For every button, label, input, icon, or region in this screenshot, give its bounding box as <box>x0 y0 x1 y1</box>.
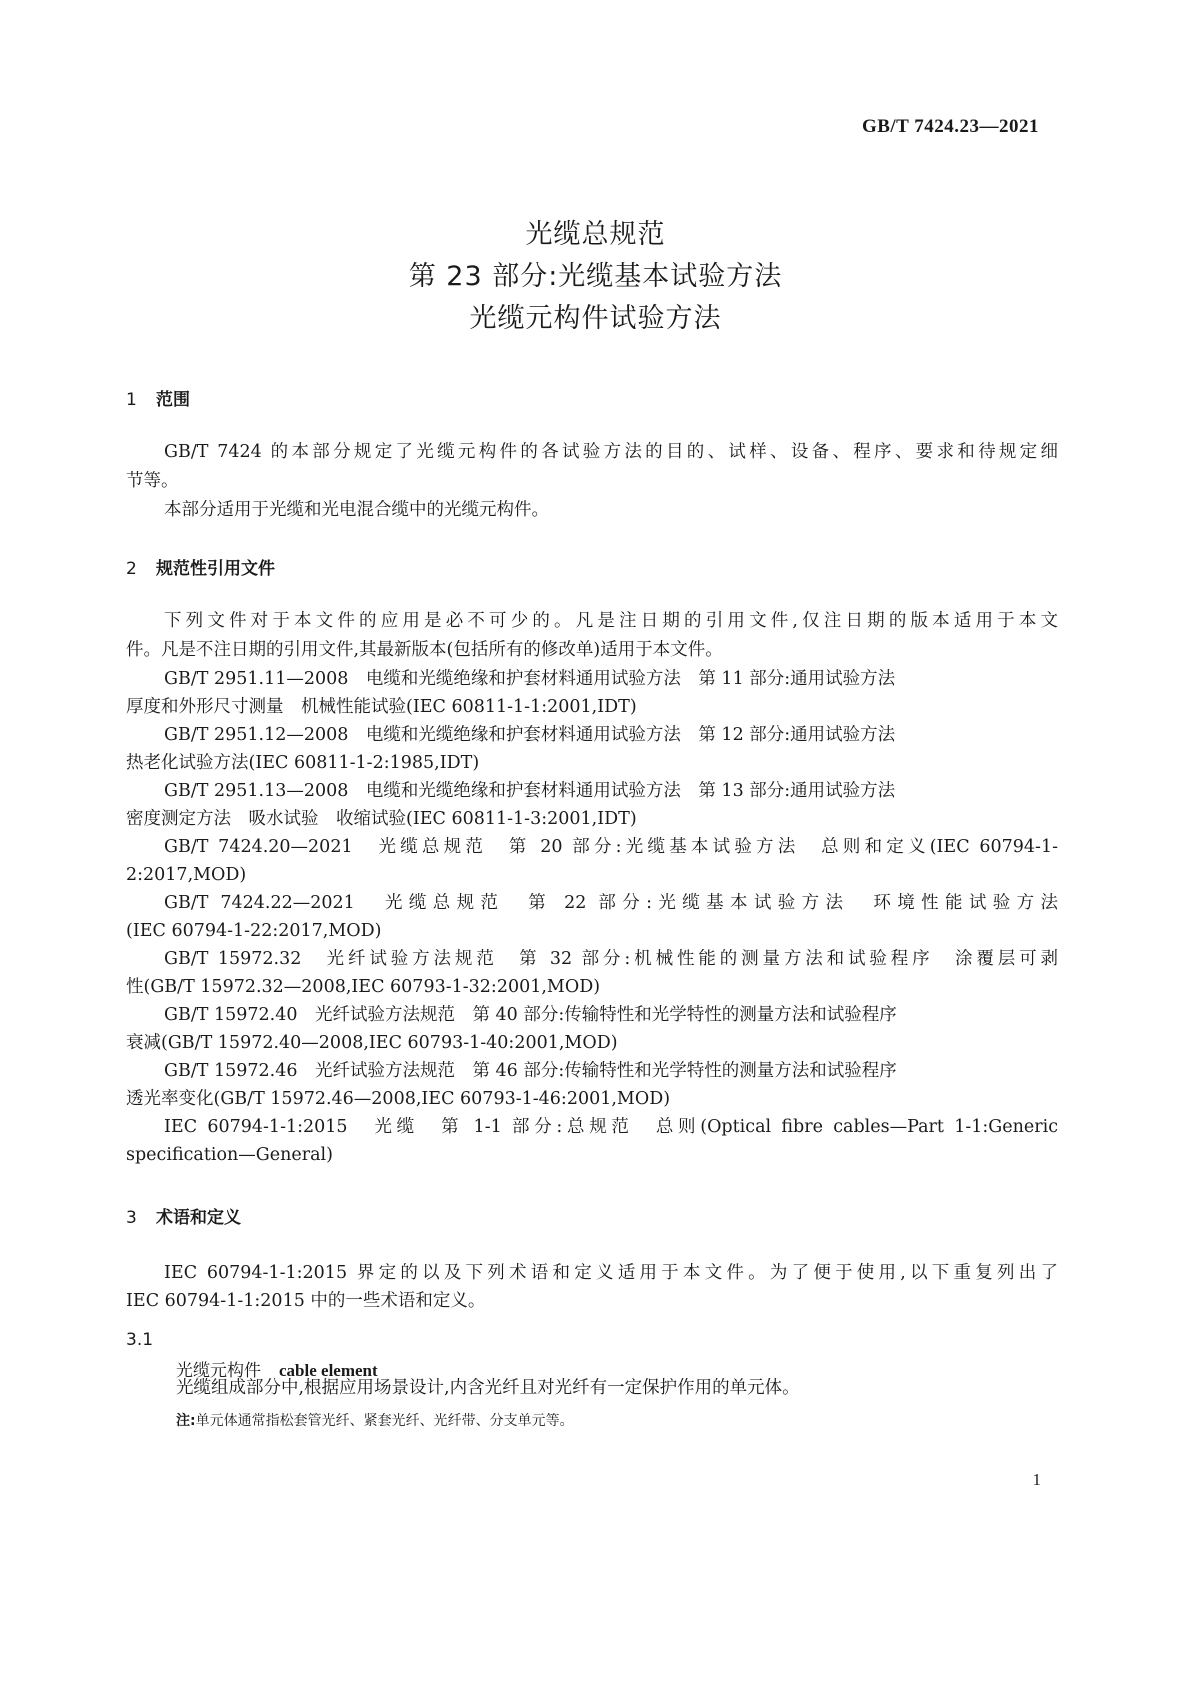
reference-line: 性(GB/T 15972.32—2008,IEC 60793-1-32:2001,MOD) <box>126 977 601 997</box>
reference-line: GB/T 2951.11—2008 电缆和光缆绝缘和护套材料通用试验方法 第 11 部分:通用试验方法 <box>164 669 896 689</box>
term-english: cable element <box>279 1361 378 1380</box>
paragraph-line: GB/T 7424 的本部分规定了光缆元构件的各试验方法的目的、试样、设备、程序、要求和待规定细 <box>164 442 1058 462</box>
paragraph-line: IEC 60794-1-1:2015 中的一些术语和定义。 <box>126 1291 486 1311</box>
section-title: 规范性引用文件 <box>156 559 275 579</box>
reference-line: GB/T 15972.32 光纤试验方法规范 第 32 部分:机械性能的测量方法和试验程序 涂覆层可剥 <box>164 949 1058 969</box>
reference-line: 2:2017,MOD) <box>126 865 247 885</box>
reference-line: specification—General) <box>126 1145 333 1165</box>
term-definition: 光缆组成部分中,根据应用场景设计,内含光纤且对光纤有一定保护作用的单元体。 <box>176 1378 800 1398</box>
standard-number: GB/T 7424.23—2021 <box>861 116 1039 137</box>
note-text: 单元体通常指松套管光纤、紧套光纤、光纤带、分支单元等。 <box>195 1413 574 1429</box>
term-number: 3.1 <box>126 1330 154 1350</box>
paragraph-line: 下列文件对于本文件的应用是必不可少的。凡是注日期的引用文件,仅注日期的版本适用于本文 <box>164 611 1058 631</box>
section-title: 术语和定义 <box>156 1208 241 1228</box>
section-3-heading <box>126 1203 241 1228</box>
title-line-2: 第 23 部分:光缆基本试验方法 <box>408 261 783 292</box>
note-label: 注: <box>176 1413 196 1429</box>
section-number: 3 <box>126 1208 137 1228</box>
paragraph-line: 件。凡是不注日期的引用文件,其最新版本(包括所有的修改单)适用于本文件。 <box>126 640 723 660</box>
title-line-1: 光缆总规范 <box>525 219 666 250</box>
paragraph-line: 节等。 <box>126 471 179 491</box>
section-2-heading <box>126 554 275 579</box>
reference-line: IEC 60794-1-1:2015 光缆 第 1-1 部分:总规范 总则(Optical fibre cables—Part 1-1:Generic <box>164 1117 1058 1137</box>
section-title: 范围 <box>156 390 190 410</box>
reference-line: (IEC 60794-1-22:2017,MOD) <box>126 921 382 941</box>
reference-line: GB/T 7424.22—2021 光缆总规范 第 22 部分:光缆基本试验方法 环境性能试验方法 <box>164 893 1058 913</box>
term-chinese: 光缆元构件 <box>176 1361 261 1381</box>
paragraph-line: IEC 60794-1-1:2015 界定的以及下列术语和定义适用于本文件。为了便于使用,以下重复列出了 <box>164 1263 1058 1283</box>
paragraph-line: 本部分适用于光缆和光电混合缆中的光缆元构件。 <box>164 500 549 520</box>
reference-line: 密度测定方法 吸水试验 收缩试验(IEC 60811-1-3:2001,IDT) <box>126 809 637 829</box>
section-number: 1 <box>126 390 137 410</box>
section-1-heading <box>126 385 190 410</box>
reference-line: 衰减(GB/T 15972.40—2008,IEC 60793-1-40:2001,MOD) <box>126 1033 618 1053</box>
title-line-3: 光缆元构件试验方法 <box>469 303 722 334</box>
term-note <box>176 1410 574 1430</box>
reference-line: 透光率变化(GB/T 15972.46—2008,IEC 60793-1-46:2001,MOD) <box>126 1089 671 1109</box>
page-number: 1 <box>1032 1470 1041 1489</box>
reference-line: GB/T 2951.12—2008 电缆和光缆绝缘和护套材料通用试验方法 第 12 部分:通用试验方法 <box>164 725 896 745</box>
reference-line: GB/T 15972.40 光纤试验方法规范 第 40 部分:传输特性和光学特性的测量方法和试验程序 <box>164 1005 897 1025</box>
section-number: 2 <box>126 559 137 579</box>
reference-line: GB/T 2951.13—2008 电缆和光缆绝缘和护套材料通用试验方法 第 13 部分:通用试验方法 <box>164 781 896 801</box>
reference-line: GB/T 7424.20—2021 光缆总规范 第 20 部分:光缆基本试验方法 总则和定义(IEC 60794-1- <box>164 837 1058 857</box>
reference-line: GB/T 15972.46 光纤试验方法规范 第 46 部分:传输特性和光学特性的测量方法和试验程序 <box>164 1061 897 1081</box>
reference-line: 热老化试验方法(IEC 60811-1-2:1985,IDT) <box>126 753 480 773</box>
reference-line: 厚度和外形尺寸测量 机械性能试验(IEC 60811-1-1:2001,IDT) <box>126 697 637 717</box>
